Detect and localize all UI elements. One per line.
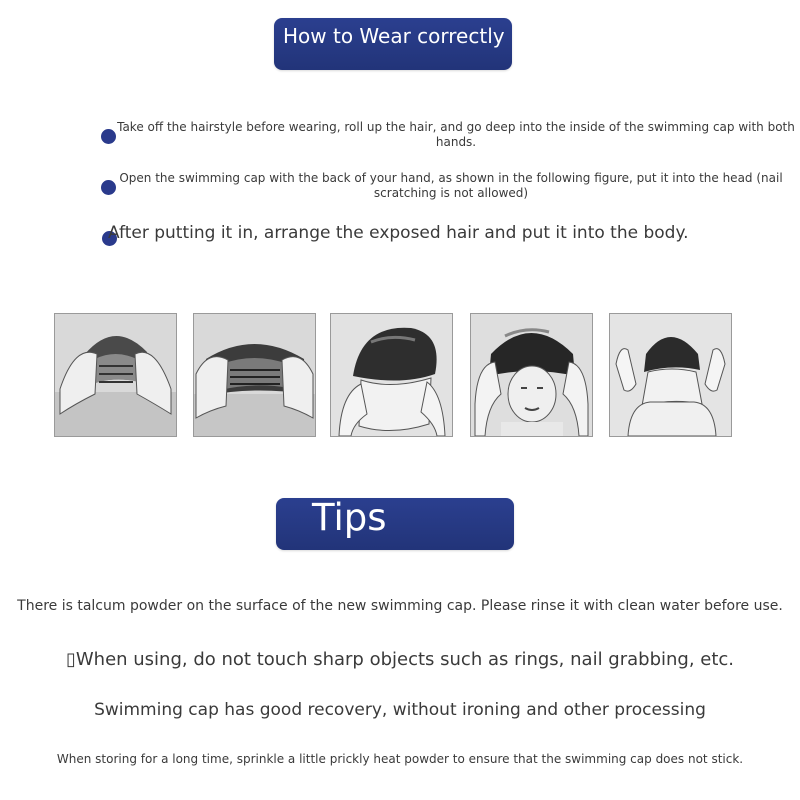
step-text: Open the swimming cap with the back of your hand, as shown in the following figure, put it into the head (nail scratching is not allowed) (119, 171, 783, 200)
how-to-wear-title: How to Wear correctly (283, 24, 505, 48)
tip-text: When storing for a long time, sprinkle a little prickly heat powder to ensure that the swimming cap does not stick. (56, 752, 744, 766)
bullet-icon (101, 129, 116, 144)
tip-text: ▯When using, do not touch sharp objects such as rings, nail grabbing, etc. (65, 649, 735, 670)
step-photo-hands-opening-cap (54, 313, 177, 437)
how-to-wear-banner (274, 18, 512, 70)
step-text: After putting it in, arrange the exposed hair and put it into the body. (108, 223, 689, 243)
step-photo-pulling-cap-on (330, 313, 453, 437)
step-photo-stretching-cap (193, 313, 316, 437)
tips-banner (276, 498, 514, 550)
tips-title: Tips (312, 496, 387, 539)
tip-text: There is talcum powder on the surface of the new swimming cap. Please rinse it with clean water before use. (17, 598, 783, 614)
step-text: Take off the hairstyle before wearing, roll up the hair, and go deep into the inside of the swimming cap with both hands. (117, 120, 795, 149)
tip-text: Swimming cap has good recovery, without ironing and other processing (94, 700, 706, 720)
step-photo-adjusting-cap-front (470, 313, 593, 437)
step-photo-tucking-hair-back (609, 313, 732, 437)
